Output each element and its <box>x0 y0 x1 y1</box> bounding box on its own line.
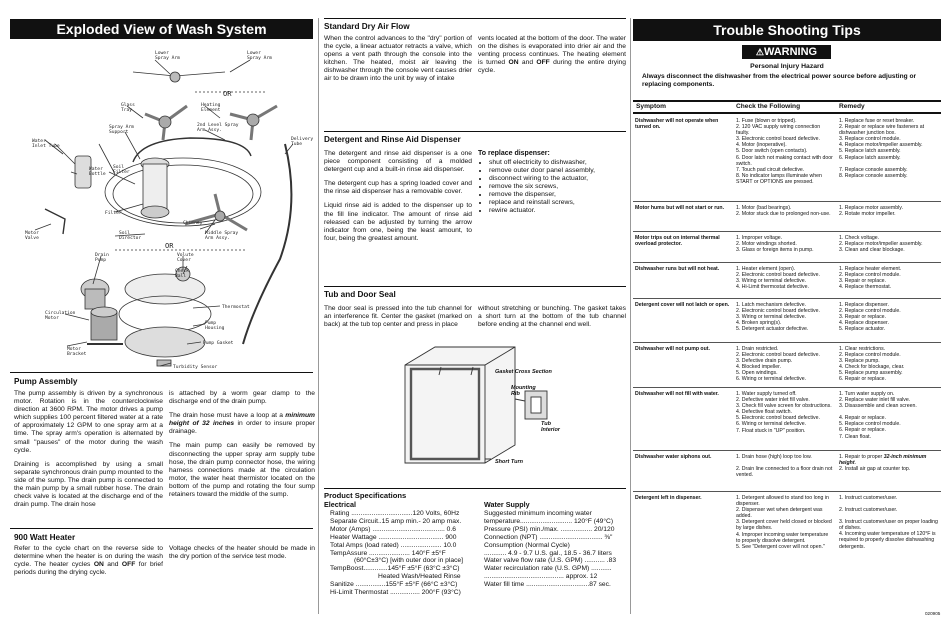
remedy-item: 2. Replace control module. <box>839 272 901 279</box>
check-cell <box>736 454 833 478</box>
pump-assembly-rule <box>10 372 313 373</box>
remedy-item: 2. Replace motor/impeller assembly. <box>839 241 923 248</box>
lbl-gasket-cross-section: Gasket Cross Section <box>495 369 552 375</box>
svg-text:Interior: Interior <box>541 427 560 433</box>
svg-text:Heating: Heating <box>201 103 221 108</box>
check-cell <box>736 495 833 550</box>
tub-door-rule <box>324 286 626 287</box>
remedy-item: 4. Replace dispenser. <box>839 320 889 327</box>
specs-heading: Product Specifications <box>324 491 407 500</box>
remedy-item: 6. Repair or replace. <box>839 427 886 434</box>
check-item: 7. Float stuck in "UP" position. <box>736 427 806 434</box>
detergent-heading: Detergent and Rinse Aid Dispenser <box>324 135 461 144</box>
check-item: 1. Drain restricted. <box>736 346 779 352</box>
table-row <box>633 299 941 343</box>
electrical-heading: Electrical <box>324 500 356 509</box>
remedy-cell <box>839 266 939 290</box>
svg-text:Glass: Glass <box>121 103 135 108</box>
remedy-item: 7. Replace console assembly. <box>839 166 908 173</box>
remedy-item: 5. Replace control module. <box>839 421 901 428</box>
check-cell <box>736 346 833 383</box>
pump-assembly-p1: The pump assembly is driven by a synchronous motor. Rotation is in the counterclockwise direction at 3600 RPM. The motor drives a pump which supplies 100 percent filtered water at a rate of approximately 12 GPM to one spray arm at a time. The spray arm's operation is alternated by small "pauses" of the motor during the wash cycle. <box>14 390 163 454</box>
list-item: • remove the dispenser, <box>489 191 626 199</box>
detergent-rule <box>324 131 626 132</box>
svg-text:Tray: Tray <box>121 108 133 113</box>
check-item: 1. Heater element (open). <box>736 266 796 272</box>
remedy-item: 1. Instruct customer/user. <box>839 495 898 501</box>
remedy-item: 3. Instruct customer/user on proper loading of dishes. <box>839 519 938 532</box>
remedy-item: 4. Incoming water temperature of 120°F is required to properly dissolve dishwashing detergents. <box>839 531 936 550</box>
list-item: • remove the six screws, <box>489 183 626 191</box>
symptom-cell: Dishwasher will not operate when turned on. <box>635 118 719 131</box>
svg-text:Spray Arm: Spray Arm <box>109 125 134 130</box>
heater-p2: Voltage checks of the heater should be made in the dry portion of the service test mode. <box>169 545 315 561</box>
footer-code: 020905 <box>925 611 941 616</box>
tub-door-diagram <box>395 335 570 475</box>
remedy-cell <box>839 454 939 472</box>
svg-text:Director: Director <box>119 236 142 241</box>
remedy-item: 1. Turn water supply on. <box>839 391 895 397</box>
table-row <box>633 115 941 202</box>
svg-text:Pump Gasket: Pump Gasket <box>203 341 234 346</box>
check-item: 4. Broken spring(s). <box>736 320 782 327</box>
check-item: 4. Motor (inoperative). <box>736 142 787 149</box>
svg-text:Pump: Pump <box>205 321 217 326</box>
svg-text:Filter: Filter <box>105 211 122 216</box>
check-item: 4. Blocked impeller. <box>736 364 781 371</box>
symptom-cell: Dishwasher will not fill with water. <box>635 391 719 397</box>
lbl-mounting-rib: Mounting <box>511 385 536 391</box>
replace-dispenser-block <box>478 150 626 215</box>
remedy-cell <box>839 495 939 550</box>
check-item: 5. Electronic control board defective. <box>736 415 820 422</box>
dry-air-heading: Standard Dry Air Flow <box>324 22 410 31</box>
remedy-item: 3. Repair or replace. <box>839 278 886 285</box>
remedy-item: 4. Replace thermostat. <box>839 284 892 291</box>
check-item: 3. Glass or foreign items in pump. <box>736 247 814 254</box>
remedy-cell <box>839 205 939 217</box>
remedy-item: 2. Instruct customer/user. <box>839 507 898 514</box>
check-item: 3. Wiring or terminal defective. <box>736 314 807 321</box>
lbl-lower-spray-arm-r: Lower <box>247 51 261 56</box>
table-row <box>633 343 941 388</box>
replace-dispenser-list <box>478 159 626 215</box>
remedy-cell <box>839 346 939 383</box>
svg-text:Motor: Motor <box>25 231 39 236</box>
check-item: 2. Dispenser wet when detergent was added. <box>736 507 823 520</box>
remedy-item: 2. Replace control module. <box>839 352 901 359</box>
svg-text:Housing: Housing <box>205 326 225 331</box>
svg-text:Spray Arm: Spray Arm <box>155 56 180 61</box>
check-item: 2. Motor stuck due to prolonged non-use. <box>736 211 831 218</box>
pump-assembly-p2: Draining is accomplished by using a small separate synchronous drain pump mounted to the side of the sump. The drain pump is connected to the main pump by a small rubber hose. The drain check valve is located at the discharge end of the drain pump. The drain hose <box>14 460 163 509</box>
remedy-cell <box>839 391 939 440</box>
remedy-item: 4. Repair or replace. <box>839 415 886 422</box>
remedy-item: 1. Replace heater element. <box>839 266 902 272</box>
middle-column-divider <box>630 18 631 614</box>
remedy-item: 3. Repair or replace. <box>839 314 886 321</box>
svg-text:Motor: Motor <box>45 316 59 321</box>
remedy-item: 5. Replace latch assembly. <box>839 148 901 155</box>
remedy-item: 3. Disassemble and clean screen. <box>839 403 917 410</box>
svg-text:Ball: Ball <box>175 274 187 279</box>
remedy-item: 5. Replace pump assembly. <box>839 370 903 377</box>
ts-header-rule-bottom <box>633 112 941 114</box>
svg-text:Volute: Volute <box>177 253 194 258</box>
lbl-tub-interior: Tub <box>541 421 551 427</box>
list-item: • remove outer door panel assembly, <box>489 167 626 175</box>
replace-dispenser-heading: To replace dispenser: <box>478 150 550 157</box>
remedy-item: 2. Repair or replace wire fasteners at dishwasher junction box. <box>839 124 925 137</box>
warning-triangle-icon: ⚠ <box>755 47 764 57</box>
remedy-item: 3. Clean and clear blockage. <box>839 247 905 254</box>
detergent-p2: The detergent cup has a spring loaded cover and the rinse aid dispenser has a removable cover. <box>324 180 472 196</box>
symptom-cell: Dishwasher runs but will not heat. <box>635 266 720 272</box>
check-cell <box>736 302 833 332</box>
lbl-or-1: OR <box>223 90 232 98</box>
table-row <box>633 492 941 610</box>
dry-air-col2: vents located at the bottom of the door. The water on the dishes is evaporated into drier air and the venting process continues. The heating element is turned ON and OFF during the entire drying cycle. <box>478 35 626 75</box>
check-item: 2. 120 VAC supply wiring connection faulty. <box>736 124 821 137</box>
specs-rule <box>324 488 626 489</box>
water-supply-heading: Water Supply <box>484 500 530 509</box>
check-item: 1. Detergent allowed to stand too long in dispenser. <box>736 495 829 508</box>
symptom-cell: Motor hums but will not start or run. <box>635 205 725 211</box>
col-check: Check the Following <box>736 103 801 110</box>
table-row <box>633 451 941 492</box>
list-item: • replace and reinstall screws, <box>489 199 626 207</box>
check-cell <box>736 266 833 290</box>
pump-assembly-p5: The main pump can easily be removed by disconnecting the upper spray arm supply tube hose, the drain pump connector hose, the wiring harness connections made at the circulation motor, the water heat thermistor located on the bottom of the pump and rotating the four sump retainers toward the middle of the sump. <box>169 442 315 499</box>
lbl-or-2: OR <box>165 242 174 250</box>
svg-text:Bracket: Bracket <box>67 352 87 357</box>
check-item: 2. Electronic control board defective. <box>736 352 820 359</box>
svg-text:Drain: Drain <box>95 253 109 258</box>
check-cell <box>736 118 833 185</box>
svg-text:Delivery: Delivery <box>291 137 314 142</box>
check-item: 1. Water supply turned off. <box>736 391 797 397</box>
tub-door-col1: The door seal is pressed into the tub channel for an interference fit. Center the gasket (marked on back) at the tub top center and press in place <box>324 305 472 329</box>
pump-assembly-p3: is attached by a worm gear clamp to the discharge end of the drain pump. <box>169 390 315 406</box>
check-item: 6. Wiring or terminal defective. <box>736 421 807 428</box>
svg-text:Inlet Tube: Inlet Tube <box>32 144 60 149</box>
remedy-item: 3. Replace pump. <box>839 358 880 365</box>
check-item: 1. Motor (bad bearings). <box>736 205 792 211</box>
remedy-item: 3. Replace control module. <box>839 136 901 143</box>
ts-header <box>633 103 941 112</box>
svg-text:Element: Element <box>201 108 221 113</box>
remedy-item: 8. Replace console assembly. <box>839 172 908 179</box>
check-item: 1. Improper voltage. <box>736 235 783 241</box>
svg-text:Tube: Tube <box>291 142 303 147</box>
check-item: 6. Wiring or terminal defective. <box>736 376 807 383</box>
detergent-col1 <box>324 150 472 243</box>
svg-text:Water: Water <box>89 167 103 172</box>
svg-text:Bottle: Bottle <box>89 172 106 177</box>
remedy-item: 1. Replace fuse or reset breaker. <box>839 118 915 124</box>
check-cell <box>736 235 833 253</box>
ts-header-rule-top <box>633 100 941 102</box>
svg-text:Spray Arm: Spray Arm <box>247 56 272 61</box>
symptom-cell: Detergent left in dispenser. <box>635 495 702 501</box>
electrical-specs: Rating .................................120 Volts, 60Hz Separate Circuit..15 amp min.- 20 amp max. Motor (Amps) ....................................... 0.6 Heater Wattage ................................... 900 Total Amps (load rated) ...................... 10.0 TempAssure ...................... 140°F ±5°F (60°C±3°C) [with outer door in place] TempBoost.............145°F ±5°F (63°C ±3°C) Heated Wash/Heated Rinse Sanitize ................155°F ±5°F (66°C ±3°C) Hi-Limit Thermostat ................ 200°F (93°C) <box>330 510 464 597</box>
svg-text:Rib: Rib <box>511 391 520 397</box>
svg-text:Circulation: Circulation <box>45 311 76 316</box>
remedy-item: 2. Rotate motor impeller. <box>839 211 896 218</box>
remedy-item: 2. Replace control module. <box>839 308 901 315</box>
left-column-divider <box>318 18 319 614</box>
check-item: 1. Fuse (blown or tripped). <box>736 118 797 124</box>
check-item: 1. Latch mechanism defective. <box>736 302 807 308</box>
check-item: 2. Motor windings shorted. <box>736 241 797 248</box>
col-symptom: Symptom <box>636 103 667 110</box>
check-item: 2. Drain line connected to a floor drain not vented. <box>736 466 833 479</box>
svg-text:Middle Spray: Middle Spray <box>205 231 239 236</box>
dry-air-rule <box>324 18 626 19</box>
table-row <box>633 202 941 232</box>
check-cell <box>736 391 833 434</box>
pump-assembly-col1 <box>14 390 163 509</box>
pump-assembly-heading: Pump Assembly <box>14 377 78 386</box>
remedy-item: 5. Replace actuator. <box>839 326 886 333</box>
svg-text:Valve: Valve <box>25 236 39 241</box>
table-row <box>633 263 941 299</box>
symptom-cell: Dishwasher will not pump out. <box>635 346 710 352</box>
remedy-item: 4. Replace motor/impeller assembly. <box>839 142 923 149</box>
tub-door-col2: without stretching or bunching. The gasket takes a short turn at the bottom of the tub channel before ending at the channel end well. <box>478 305 626 329</box>
remedy-item: 4. Check for blockage, clear. <box>839 364 905 371</box>
svg-text:Soil: Soil <box>119 231 131 236</box>
pump-assembly-col2 <box>169 390 315 499</box>
check-item: 5. Door switch (open contacts). <box>736 148 808 155</box>
check-item: 6. Door latch not making contact with door switch. <box>736 154 833 167</box>
hazard-line: Personal Injury Hazard <box>750 63 824 70</box>
detergent-p1: The detergent and rinse aid dispenser is a one piece component consisting of a molded detergent cup and a built-in rinse aid dispenser. <box>324 150 472 174</box>
remedy-item: 1. Clear restrictions. <box>839 346 886 352</box>
exploded-view-diagram <box>15 44 315 369</box>
check-item: 2. Electronic control board defective. <box>736 272 820 279</box>
remedy-item: 1. Replace dispenser. <box>839 302 889 308</box>
exploded-view-banner: Exploded View of Wash System <box>10 19 313 39</box>
symptom-cell: Motor trips out on internal thermal overload protector. <box>635 235 720 248</box>
check-item: 8. No indicator lamps illuminate when START or OPTIONS are pressed. <box>736 172 822 185</box>
check-item: 4. Hi-Limit thermostat defective. <box>736 284 809 291</box>
water-supply-specs: Suggested minimum incoming water temperature............................ 120°F (49°C) Pressure (PSI) min./max. ................. 20/120 Connection (NPT) .................................. ⅜" Consumption (Normal Cycle) ............ 4.9 - 9.7 U.S. gal., 18.5 - 36.7 liters Water valve flow rate (U.S. GPM) ........... .83 Water recirculation rate (U.S. GPM) ........... ........................................... approx. 12 Water fill time ..................................87 sec. <box>484 510 617 589</box>
heater-p1: Refer to the cycle chart on the reverse side to determine when the heater is on during the wash cycle. The heater cycles ON and OFF for brief periods during the drying cycle. <box>14 545 164 577</box>
check-item: 3. Defective drain pump. <box>736 358 793 365</box>
check-item: 1. Drain hose (high) loop too low. <box>736 454 812 460</box>
svg-text:Support: Support <box>109 130 129 135</box>
svg-text:Soil: Soil <box>113 165 125 170</box>
symptom-cell: Detergent cover will not latch or open. <box>635 302 730 308</box>
heater-rule <box>10 528 313 529</box>
detergent-p3: Liquid rinse aid is added to the dispenser up to the fill line indicator. The amount of rinse aid released can be adjusted by turning the arrow indicator from one, being the least amount, to four, being the greatest amount. <box>324 202 472 242</box>
svg-text:Arm Assy.: Arm Assy. <box>205 236 230 241</box>
svg-text:Cover: Cover <box>177 258 191 263</box>
check-item: 3. Detergent cover held closed or blocked by large dishes. <box>736 519 832 532</box>
svg-text:2nd Level Spray: 2nd Level Spray <box>197 123 239 128</box>
check-item: 4. Defective float switch. <box>736 409 792 416</box>
remedy-item: 1. Check voltage. <box>839 235 880 241</box>
remedy-cell <box>839 118 939 179</box>
check-item: 5. See "Detergent cover will not open." <box>736 543 825 550</box>
lbl-lower-spray-arm-l: Lower <box>155 51 169 56</box>
svg-text:Arm Assy.: Arm Assy. <box>197 128 222 133</box>
warning-notice: Always disconnect the dishwasher from the electrical power source before adjusting or replacing components. <box>642 73 917 88</box>
remedy-item: 1. Repair to proper 32-inch minimum height. <box>839 454 927 467</box>
svg-text:Water: Water <box>32 139 46 144</box>
lbl-short-turn: Short Turn <box>495 459 524 465</box>
check-item: 3. Wiring or terminal defective. <box>736 278 807 285</box>
check-item: 5. Open windings. <box>736 370 778 377</box>
warning-badge: ⚠WARNING <box>742 45 831 59</box>
remedy-item: 6. Repair or replace. <box>839 376 886 383</box>
svg-text:Check: Check <box>175 269 189 274</box>
table-row <box>633 388 941 451</box>
svg-text:Pump: Pump <box>95 258 107 263</box>
remedy-cell <box>839 302 939 332</box>
svg-text:Chimney: Chimney <box>183 221 203 226</box>
remedy-item: 7. Clean float. <box>839 433 872 440</box>
list-item: • rewire actuator. <box>489 207 626 215</box>
remedy-item: 2. Install air gap at counter top. <box>839 466 911 473</box>
table-row <box>633 232 941 263</box>
svg-text:Turbidity Sensor: Turbidity Sensor <box>173 365 218 369</box>
check-item: 2. Defective water inlet fill valve. <box>736 397 810 404</box>
col-remedy: Remedy <box>839 103 865 110</box>
symptom-cell: Dishwasher water siphons out. <box>635 454 712 460</box>
svg-text:Motor: Motor <box>67 347 81 352</box>
dry-air-col1: When the control advances to the "dry" portion of the cycle, a linear actuator retracts a valve, which opens a vent path through the console into the kitchen. The heated, moist air leaving the dishwasher through the console vent causes drier air to be drawn into the unit by way of intake <box>324 35 472 83</box>
remedy-cell <box>839 235 939 253</box>
remedy-item: 6. Replace latch assembly. <box>839 154 901 161</box>
troubleshooting-banner: Trouble Shooting Tips <box>633 19 941 41</box>
check-cell <box>736 205 833 217</box>
check-item: 5. Detergent actuator defective. <box>736 326 809 333</box>
svg-text:Thermostat: Thermostat <box>222 305 250 310</box>
check-item: 2. Electronic control board defective. <box>736 308 820 315</box>
list-item: • shut off electricity to dishwasher, <box>489 159 626 167</box>
svg-text:Filter: Filter <box>113 170 130 175</box>
tub-door-heading: Tub and Door Seal <box>324 290 396 299</box>
heater-heading: 900 Watt Heater <box>14 533 76 542</box>
check-item: 3. Electronic control board defective. <box>736 136 820 143</box>
check-item: 7. Touch pad circuit defective. <box>736 166 805 173</box>
check-item: 4. Improper incoming water temperature to properly dissolve detergent. <box>736 531 829 544</box>
remedy-item: 1. Replace motor assembly. <box>839 205 903 211</box>
check-item: 3. Check fill valve screen for obstructions. <box>736 403 832 410</box>
list-item: • disconnect wiring to the actuator, <box>489 175 626 183</box>
pump-assembly-p4: The drain hose must have a loop at a minimum height of 32 inches in order to insure proper drainage. <box>169 412 315 436</box>
remedy-item: 2. Replace water inlet fill valve. <box>839 397 911 404</box>
